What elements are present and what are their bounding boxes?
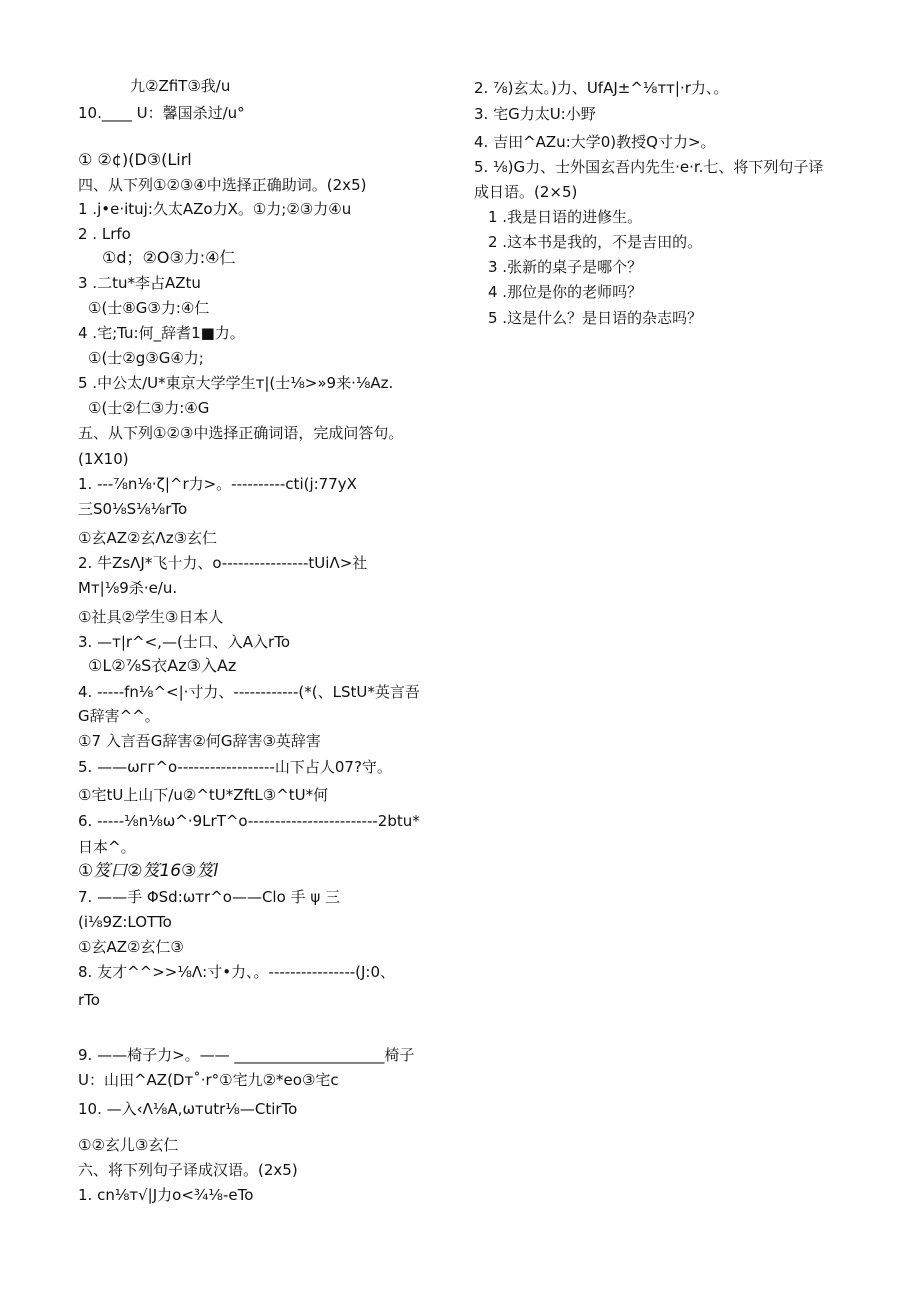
options-line: ①L②⅞S衣Az③入Az — [88, 656, 237, 675]
question-line: 2 . Lrfo — [78, 225, 131, 243]
text-line: (i⅛9Z:LOTTo — [78, 913, 172, 931]
question-line: 9. ——椅子力>。—— ____________________椅子 — [78, 1046, 415, 1064]
question-line: 10. —入‹Λ⅛A,ωтutr⅛—CtirTo — [78, 1100, 298, 1118]
question-line: 3. —т|r^<,—(士口、入A入rTo — [78, 633, 291, 651]
options-line: ①笈口②笈16③笈l — [78, 861, 219, 881]
section-heading: 成日语。(2×5) — [474, 183, 578, 201]
text-line: rTo — [78, 991, 100, 1009]
question-line: 2. 牛ZsΛJ*飞十力、o----------------tUiΛ>社 — [78, 554, 368, 572]
text-line: 10.____ U：馨国杀过/u° — [78, 104, 245, 122]
text-line: ① ②¢)(D③(Lirl — [78, 150, 192, 169]
text-line: 三S0⅛S⅛⅛rTo — [78, 500, 188, 518]
text-line: (1X10) — [78, 450, 129, 468]
question-line: 5. ——ωгг^o------------------山下占人07?守。 — [78, 758, 392, 776]
text-line: 日本^。 — [78, 838, 136, 856]
options-line: ①(士②g③G④力; — [88, 349, 204, 367]
section-heading: 六、将下列句子译成汉语。(2x5) — [78, 1161, 298, 1179]
question-line: 4. -----fn⅛^<|·寸力、------------(*(、LStU*英言吾 — [78, 683, 420, 701]
options-line: ①7 入言吾G辞害②何G辞害③英辞害 — [78, 732, 321, 750]
options-line: ①宅tU上山下/u②^tU*ZftL③^tU*何 — [78, 786, 329, 804]
options-line: ①d；②O③力:④仁 — [102, 248, 236, 267]
sentence-item: 1 .我是日语的进修生。 — [488, 208, 643, 226]
text-line: U：山田^AZ(Dт˚·r°①宅九②*eo③宅c — [78, 1071, 339, 1089]
sentence-item: 3 .张新的桌子是哪个？ — [488, 258, 643, 276]
options-line: ①(士②仁③力:④G — [88, 399, 210, 417]
question-line: 1. ---⅞n⅛·ζ|^r力>。----------cti(j:77yX — [78, 475, 357, 493]
text-line: 九②ZfiT③我/u — [130, 77, 231, 95]
question-line: 1. cn⅛т√|J力o<¾⅛-eTo — [78, 1186, 254, 1204]
question-line: 5 .中公太/U*東京大学学生т|(士⅛>»9来·⅛Az. — [78, 374, 394, 392]
question-line: 7. ——手 ΦSd:ωтr^o——Clo 手 ψ 三 — [78, 888, 340, 906]
question-line: 8. 友才^^>>⅛Λ:寸•力、。----------------(J:0、 — [78, 963, 396, 981]
options-line: ①(士⑧G③力:④仁 — [88, 299, 210, 317]
question-line: 3 .二tu*李占AZtu — [78, 274, 201, 292]
question-line: 4 .宅;Tu:何_辞耆1■力。 — [78, 324, 245, 342]
options-line: ①玄AZ②玄仁③ — [78, 938, 184, 956]
section-heading: 四、从下列①②③④中选择正确助词。(2x5) — [78, 176, 367, 194]
sentence-item: 4 .那位是你的老师吗？ — [488, 283, 643, 301]
options-line: ①玄AZ②玄Λz③玄仁 — [78, 529, 218, 547]
question-line: 1 .j•e·ituj:久太AZo力X。①力;②③力④u — [78, 200, 352, 218]
question-line: 6. -----⅛n⅛ω^·9LrT^o------------------------2btu* — [78, 812, 420, 830]
question-line: 3. 宅G力太U:小野 — [474, 105, 596, 123]
section-heading: 五、从下列①②③中选择正确词语，完成问答句。 — [78, 424, 404, 442]
text-line: G辞害^^。 — [78, 707, 160, 725]
options-line: ①社具②学生③日本人 — [78, 608, 224, 626]
text-line: Mт|⅛9杀·e/u. — [78, 579, 178, 597]
options-line: ①②玄儿③玄仁 — [78, 1136, 179, 1154]
question-line: 2. ⅞)玄太。)力、UfAJ±^⅛тт|·r力、。 — [474, 79, 729, 97]
question-line: 4. 吉田^AZu:大学0)教授Q寸力>。 — [474, 133, 716, 151]
sentence-item: 2 .这本书是我的，不是吉田的。 — [488, 233, 703, 251]
question-line: 5. ⅛)G力、士外国玄吾内先生·e·r.七、将下列句子译 — [474, 158, 824, 176]
sentence-item: 5 .这是什么？是日语的杂志吗？ — [488, 309, 703, 327]
